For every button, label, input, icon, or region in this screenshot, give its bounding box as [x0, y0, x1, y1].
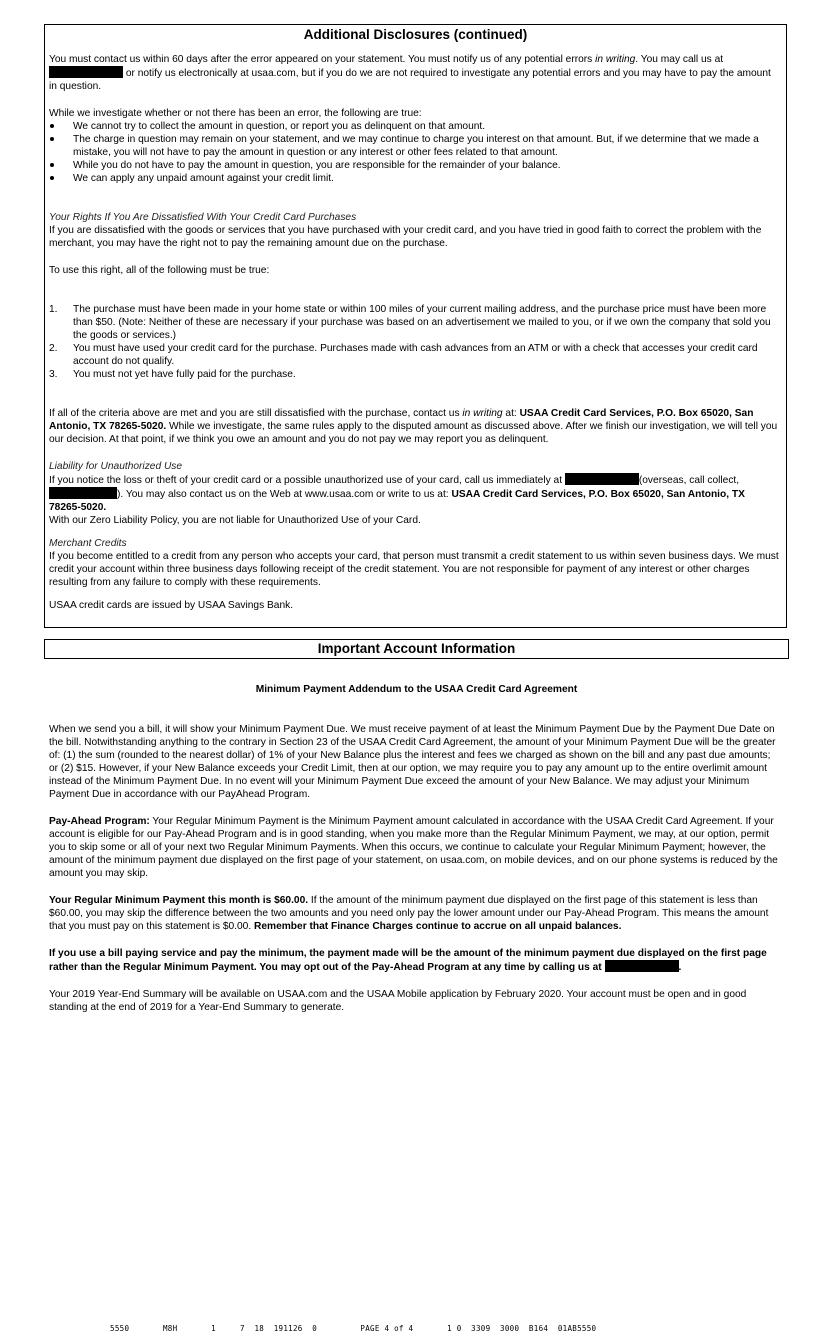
- issued-by-text: USAA credit cards are issued by USAA Savings Bank.: [49, 600, 294, 611]
- pay-ahead-text: Your Regular Minimum Payment is the Minimum Payment amount calculated in accordance with the USAA Credit Card Agreement. If your account is eligible for our Pay-Ahead Program and is in good standing, when you make more than the Regular Minimum Payment, we may, at our option, permit you to skip some or all of your next two Regular Minimum Payments. When this occurs, we continue to calculate your Regular Minimum Payment; however, the amount of the minimum payment due displayed on the first page of your statement, on usaa.com, on mobile devices, and on our phone systems is reduced by the amount you may skip.: [49, 816, 778, 879]
- mailing-address: USAA Credit Card Services, P.O. Box 65020, San Antonio, TX 78265-5020.: [49, 489, 745, 513]
- redacted-phone-number: [49, 66, 123, 78]
- bullet-text: While you do not have to pay the amount in question, you are responsible for the remainder of your balance.: [73, 160, 561, 171]
- web-contact-text: ). You may also contact us on the Web at www.usaa.com or write to us at:: [117, 489, 452, 500]
- overseas-text: (overseas, call collect,: [638, 475, 740, 486]
- additional-disclosures-box: [44, 24, 787, 628]
- minimum-payment-paragraph: When we send you a bill, it will show your Minimum Payment Due. We must receive payment of at least the Minimum Payment Due by the Payment Due Date on the bill. Notwithstanding anything to the contrary in Section 23 of the USAA Credit Card Agreement, the amount of your Minimum Payment Due will be the greater of: (1) the sum (rounded to the nearest dollar) of 1% of your New Balance plus the interest and fees we charged as shown on the bill and any past due amounts; or (2) $15. However, if your New Balance exceeds your Credit Limit, then at our option, we may require you to pay any amount up to the entire overlimit amount instead of the Minimum Payment Due. In no event will your Minimum Payment Due exceed the amount of your New Balance. We may adjust your Minimum Payment Due in accordance with our PayAhead Program.: [49, 724, 776, 800]
- statement-footer-code: 5550 M8H 1 7 18 191126 0 PAGE 4 of 4 1 0 3309 3000 B164 01AB5550: [110, 1324, 597, 1333]
- liability-paragraph: [49, 473, 779, 514]
- year-end-summary-paragraph: Your 2019 Year-End Summary will be available on USAA.com and the USAA Mobile application by February 2020. Your account must be open and in good standing at the end of 2019 for a Year-End Summary to generate.: [49, 989, 747, 1013]
- disclosures-content: [49, 53, 779, 612]
- notify-electronically-text: or notify us electronically at usaa.com, but if you do we are not required to investigate any potential errors and you may have to pay the amount in question.: [49, 68, 771, 92]
- rights-heading: Your Rights If You Are Dissatisfied With Your Credit Card Purchases: [49, 212, 357, 223]
- bill-paying-text: If you use a bill paying service and pay the minimum, the payment made will be the amount of the minimum payment due displayed on the first page rather than the Regular Minimum Payment. You may opt out of the Pay-Ahead Program at any time by calling us at: [49, 948, 767, 973]
- bullet-item: [49, 159, 779, 172]
- addendum-content: [49, 723, 779, 1014]
- use-right-intro: To use this right, all of the following must be true:: [49, 265, 270, 276]
- rights-paragraph: If you are dissatisfied with the goods or services that you have purchased with your credit card, and you have tried in good faith to correct the problem with the merchant, you may have the right not to pay the remaining amount due on the purchase.: [49, 225, 762, 249]
- zero-liability-text: With our Zero Liability Policy, you are not liable for Unauthorized Use of your Card.: [49, 515, 421, 526]
- criteria-at-text: at:: [502, 408, 520, 419]
- bullet-item: [49, 120, 779, 133]
- redacted-phone-number: [565, 473, 639, 485]
- addendum-title: Minimum Payment Addendum to the USAA Credit Card Agreement: [255, 684, 578, 695]
- important-account-info-title: Important Account Information: [44, 639, 789, 659]
- criteria-text: You must not yet have fully paid for the purchase.: [73, 369, 296, 380]
- investigation-result-text: While we investigate, the same rules apply to the disputed amount as discussed above. After we finish our investigation, we will tell you our decision. At that point, if we think you owe an amount and you do not pay we may report you as delinquent.: [49, 421, 778, 445]
- investigation-bullets: [49, 120, 779, 185]
- in-writing-emphasis: in writing: [595, 54, 636, 65]
- bullet-dot: [50, 124, 54, 128]
- criteria-contact-text: If all of the criteria above are met and you are still dissatisfied with the purchase, contact us: [49, 408, 463, 419]
- mailing-address: USAA Credit Card Services, P.O. Box 65020, San Antonio, TX 78265-5020.: [49, 408, 754, 432]
- criteria-number: 1.: [49, 304, 58, 315]
- bullet-text: We can apply any unpaid amount against your credit limit.: [73, 173, 334, 184]
- redacted-phone-number: [49, 487, 117, 499]
- pay-ahead-paragraph: [49, 815, 779, 880]
- bill-paying-paragraph: [49, 947, 779, 974]
- regular-minimum-amount: Your Regular Minimum Payment this month is $60.00.: [49, 895, 309, 906]
- bill-paying-end: .: [678, 962, 682, 973]
- error-notice-text: You must contact us within 60 days after the error appeared on your statement. You must notify us of any potential errors: [49, 54, 596, 65]
- merchant-credits-heading: Merchant Credits: [49, 538, 127, 549]
- criteria-item: [49, 303, 779, 342]
- bullet-dot: [50, 137, 54, 141]
- criteria-item: [49, 342, 779, 368]
- bullet-dot: [50, 163, 54, 167]
- bullet-item: [49, 172, 779, 185]
- bullet-item: [49, 133, 779, 159]
- criteria-item: [49, 368, 779, 381]
- bullet-text: We cannot try to collect the amount in question, or report you as delinquent on that amount.: [73, 121, 486, 132]
- bullet-text: The charge in question may remain on your statement, and we may continue to charge you interest on that amount. But, if we determine that we made a mistake, you will not have to pay the amount in question or any interest or other fees related to that amount.: [73, 134, 759, 158]
- criteria-number: 3.: [49, 369, 58, 380]
- in-writing-emphasis: in writing: [462, 408, 503, 419]
- bullet-dot: [50, 176, 54, 180]
- liability-text: If you notice the loss or theft of your credit card or a possible unauthorized use of your card, call us immediately at: [49, 475, 563, 486]
- investigation-intro: While we investigate whether or not there has been an error, the following are true:: [49, 108, 422, 119]
- disclosures-title: Additional Disclosures (continued): [303, 27, 528, 42]
- call-us-text: . You may call us at: [635, 54, 724, 65]
- criteria-contact-paragraph: [49, 407, 779, 446]
- criteria-list: [49, 303, 779, 381]
- criteria-text: The purchase must have been made in your home state or within 100 miles of your current mailing address, and the purchase price must have been more than $50. (Note: Neither of these are necessary if your purchase was based on an advertisement we mailed to you, or if we own the company that sold you the goods or services.): [73, 304, 771, 341]
- criteria-number: 2.: [49, 343, 58, 354]
- pay-ahead-label: Pay-Ahead Program:: [49, 816, 150, 827]
- regular-minimum-text: If the amount of the minimum payment due displayed on the first page of this statement is less than $60.00, you may skip the difference between the two amounts and you need only pay the lower amount under our Pay-Ahead Program. This means the amount that you must pay on this statement is $0.00.: [49, 895, 769, 932]
- regular-minimum-paragraph: [49, 894, 779, 933]
- liability-heading: Liability for Unauthorized Use: [49, 461, 183, 472]
- redacted-phone-number: [605, 960, 679, 972]
- finance-charges-reminder: Remember that Finance Charges continue to accrue on all unpaid balances.: [254, 921, 622, 932]
- error-notice-paragraph: [49, 53, 779, 93]
- merchant-credits-paragraph: If you become entitled to a credit from any person who accepts your card, that person must transmit a credit statement to us within seven business days. We must credit your account within three business days following receipt of the credit statement. You are not responsible for payment of any interest or other charges resulting from any failure to comply with these requirements.: [49, 551, 779, 588]
- criteria-text: You must have used your credit card for the purchase. Purchases made with cash advances from an ATM or with a check that accesses your credit card account do not qualify.: [73, 343, 758, 367]
